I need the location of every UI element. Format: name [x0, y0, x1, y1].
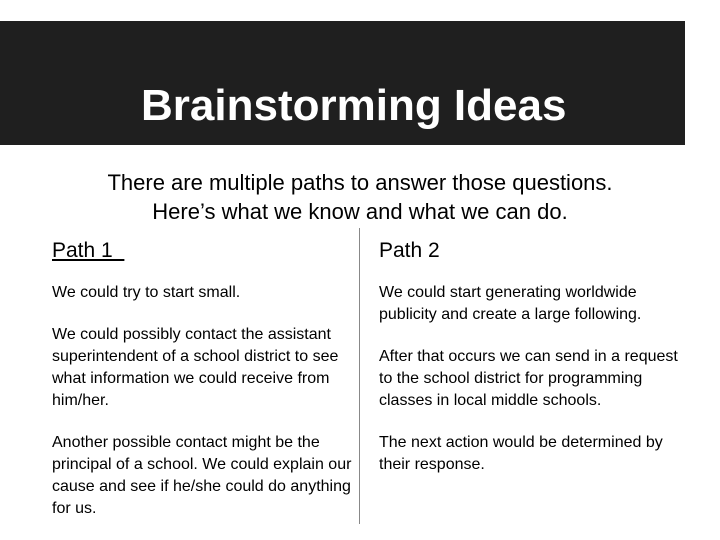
column-divider: [359, 228, 360, 524]
path1-item: We could try to start small.: [52, 284, 241, 301]
path2-heading: Path 2: [379, 239, 440, 262]
slide-title: Brainstorming Ideas: [141, 81, 567, 130]
path2-item: After that occurs we can send in a request to the school district for programming classes in local middle schools.: [379, 348, 678, 409]
path1-heading: Path 1: [52, 239, 125, 262]
path1-item: We could possibly contact the assistant superintendent of a school district to see what information we could receive from him/her.: [52, 326, 339, 409]
subtitle-line-2: Here’s what we know and what we can do.: [152, 199, 568, 224]
path1-item: Another possible contact might be the principal of a school. We could explain our cause and see if he/she could do anything for us.: [52, 434, 352, 517]
path2-item: The next action would be determined by their response.: [379, 434, 663, 473]
subtitle-line-1: There are multiple paths to answer those questions.: [107, 170, 613, 195]
slide-subtitle: [0, 168, 720, 226]
path2-column: [379, 236, 679, 476]
path2-item: We could start generating worldwide publicity and create a large following.: [379, 284, 642, 323]
path1-column: [52, 236, 352, 520]
